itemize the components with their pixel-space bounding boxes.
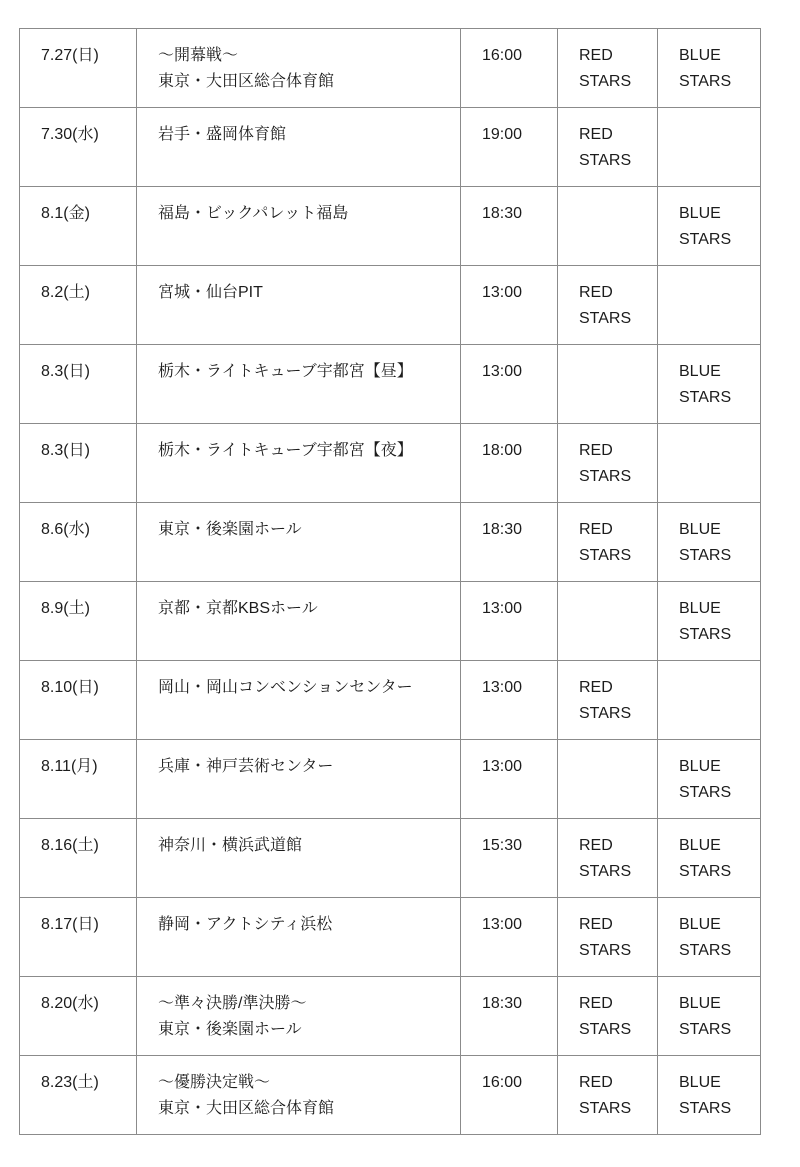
schedule-row — [20, 977, 761, 1056]
time-cell: 13:00 — [461, 582, 558, 661]
date-cell: 8.3(日) — [20, 345, 137, 424]
venue-line-2: 東京・後楽園ホール — [158, 1021, 302, 1038]
schedule-row — [20, 1056, 761, 1135]
venue-cell — [137, 740, 461, 819]
time-cell: 16:00 — [461, 29, 558, 108]
schedule-row — [20, 29, 761, 108]
venue-cell — [137, 898, 461, 977]
date-cell: 8.1(金) — [20, 187, 137, 266]
date-cell: 7.27(日) — [20, 29, 137, 108]
blue-stars-cell — [658, 424, 761, 503]
blue-stars-cell: BLUE STARS — [658, 819, 761, 898]
red-stars-cell: RED STARS — [558, 977, 658, 1056]
blue-stars-cell: BLUE STARS — [658, 345, 761, 424]
venue-line-1: ～開幕戦～ — [158, 47, 239, 64]
time-cell: 13:00 — [461, 740, 558, 819]
schedule-row — [20, 503, 761, 582]
venue-cell — [137, 1056, 461, 1135]
venue-cell — [137, 503, 461, 582]
time-cell: 18:00 — [461, 424, 558, 503]
blue-stars-cell: BLUE STARS — [658, 187, 761, 266]
red-stars-cell: RED STARS — [558, 424, 658, 503]
red-stars-cell: RED STARS — [558, 266, 658, 345]
time-cell: 18:30 — [461, 187, 558, 266]
blue-stars-cell: BLUE STARS — [658, 582, 761, 661]
venue-line-1: ～準々決勝/準決勝～ — [158, 995, 307, 1012]
time-cell: 16:00 — [461, 1056, 558, 1135]
schedule-row — [20, 424, 761, 503]
venue-line-1: 岡山・岡山コンベンションセンター — [158, 679, 413, 696]
venue-line-1: 宮城・仙台PIT — [158, 284, 263, 301]
venue-line-1: 兵庫・神戸芸術センター — [158, 758, 334, 775]
venue-line-1: 神奈川・横浜武道館 — [158, 837, 303, 854]
time-cell: 13:00 — [461, 266, 558, 345]
red-stars-cell: RED STARS — [558, 503, 658, 582]
venue-line-1: 静岡・アクトシティ浜松 — [158, 916, 333, 933]
red-stars-cell — [558, 740, 658, 819]
venue-cell — [137, 108, 461, 187]
schedule-row — [20, 187, 761, 266]
venue-cell — [137, 819, 461, 898]
red-stars-cell — [558, 582, 658, 661]
red-stars-cell: RED STARS — [558, 819, 658, 898]
tour-schedule-table — [19, 28, 761, 1135]
red-stars-cell: RED STARS — [558, 661, 658, 740]
date-cell: 8.16(土) — [20, 819, 137, 898]
red-stars-cell: RED STARS — [558, 108, 658, 187]
venue-cell — [137, 977, 461, 1056]
date-cell: 8.10(日) — [20, 661, 137, 740]
venue-line-1: 栃木・ライトキューブ宇都宮【夜】 — [158, 442, 413, 459]
venue-line-1: 京都・京都KBSホール — [158, 600, 318, 617]
red-stars-cell: RED STARS — [558, 898, 658, 977]
time-cell: 18:30 — [461, 503, 558, 582]
date-cell: 8.23(土) — [20, 1056, 137, 1135]
time-cell: 13:00 — [461, 345, 558, 424]
time-cell: 18:30 — [461, 977, 558, 1056]
tour-schedule-body — [20, 29, 761, 1135]
venue-cell — [137, 424, 461, 503]
blue-stars-cell — [658, 661, 761, 740]
date-cell: 8.3(日) — [20, 424, 137, 503]
schedule-row — [20, 266, 761, 345]
venue-cell — [137, 187, 461, 266]
blue-stars-cell: BLUE STARS — [658, 898, 761, 977]
date-cell: 8.9(土) — [20, 582, 137, 661]
time-cell: 19:00 — [461, 108, 558, 187]
date-cell: 8.17(日) — [20, 898, 137, 977]
venue-line-1: 栃木・ライトキューブ宇都宮【昼】 — [158, 363, 413, 380]
schedule-row — [20, 819, 761, 898]
date-cell: 7.30(水) — [20, 108, 137, 187]
blue-stars-cell: BLUE STARS — [658, 503, 761, 582]
time-cell: 13:00 — [461, 898, 558, 977]
venue-line-1: 福島・ビックパレット福島 — [158, 205, 349, 222]
schedule-row — [20, 740, 761, 819]
blue-stars-cell: BLUE STARS — [658, 977, 761, 1056]
blue-stars-cell — [658, 266, 761, 345]
date-cell: 8.20(水) — [20, 977, 137, 1056]
venue-cell — [137, 661, 461, 740]
time-cell: 15:30 — [461, 819, 558, 898]
blue-stars-cell: BLUE STARS — [658, 1056, 761, 1135]
date-cell: 8.2(土) — [20, 266, 137, 345]
red-stars-cell — [558, 345, 658, 424]
time-cell: 13:00 — [461, 661, 558, 740]
blue-stars-cell — [658, 108, 761, 187]
venue-line-2: 東京・大田区総合体育館 — [158, 73, 335, 90]
venue-cell — [137, 345, 461, 424]
venue-cell — [137, 266, 461, 345]
date-cell: 8.6(水) — [20, 503, 137, 582]
venue-line-1: 東京・後楽園ホール — [158, 521, 302, 538]
schedule-row — [20, 108, 761, 187]
schedule-row — [20, 345, 761, 424]
venue-line-1: 岩手・盛岡体育館 — [158, 126, 287, 143]
blue-stars-cell: BLUE STARS — [658, 740, 761, 819]
schedule-row — [20, 582, 761, 661]
schedule-row — [20, 898, 761, 977]
blue-stars-cell: BLUE STARS — [658, 29, 761, 108]
date-cell: 8.11(月) — [20, 740, 137, 819]
red-stars-cell: RED STARS — [558, 29, 658, 108]
venue-cell — [137, 582, 461, 661]
venue-line-2: 東京・大田区総合体育館 — [158, 1100, 335, 1117]
red-stars-cell: RED STARS — [558, 1056, 658, 1135]
venue-line-1: ～優勝決定戦～ — [158, 1074, 271, 1091]
red-stars-cell — [558, 187, 658, 266]
schedule-row — [20, 661, 761, 740]
venue-cell — [137, 29, 461, 108]
